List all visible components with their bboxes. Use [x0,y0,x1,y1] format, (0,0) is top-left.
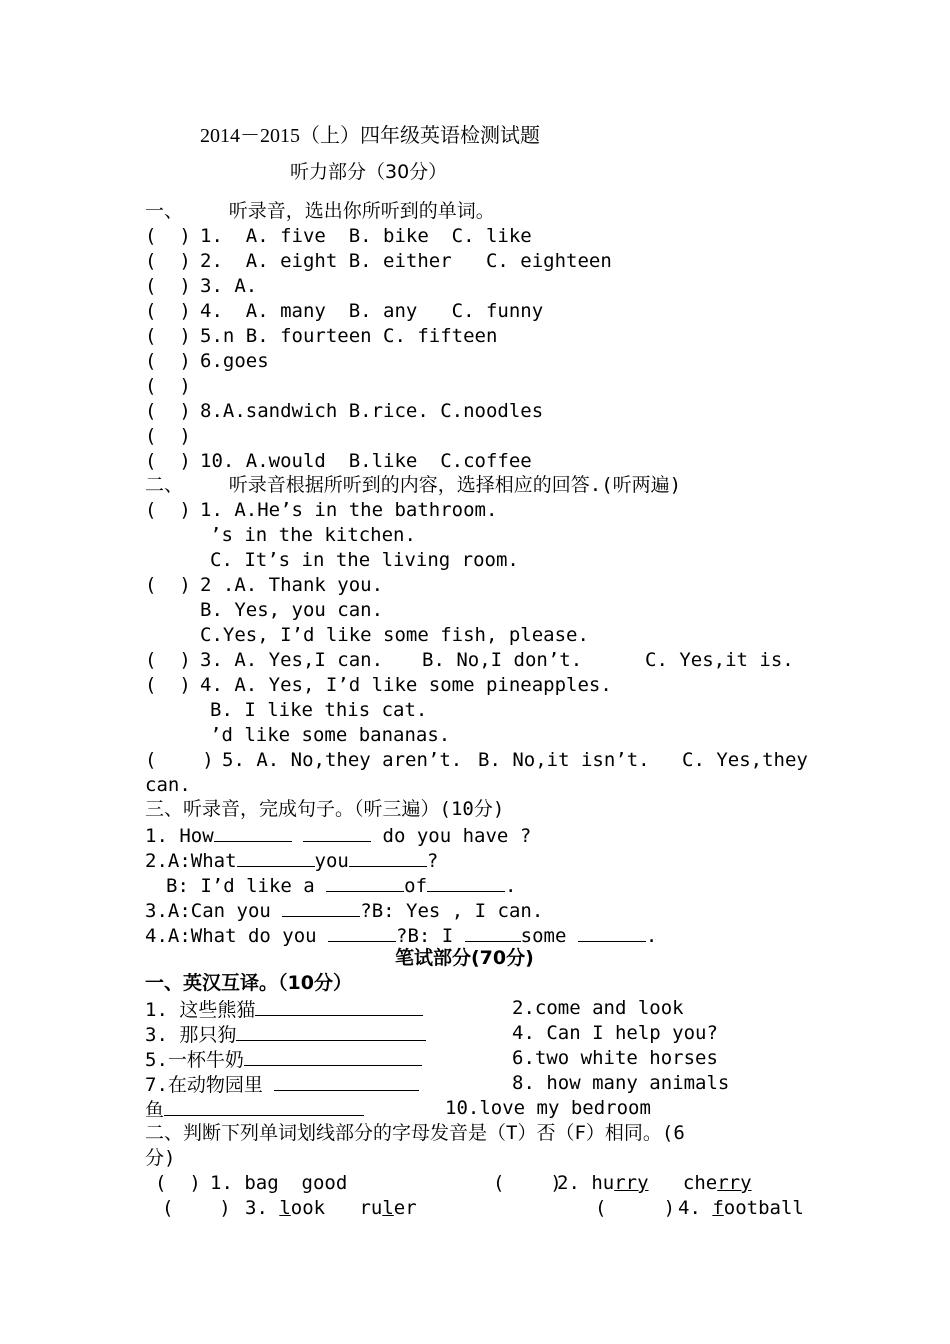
translate-prompt: 6.two white horses [512,1047,718,1069]
blank-line[interactable] [164,1096,364,1116]
answer-paren[interactable]: ( ) [145,350,191,372]
word-part: ru [359,1197,383,1219]
word-part: hu [591,1172,615,1194]
translate-prompt: 5.一杯牛奶 [145,1049,244,1071]
blank-line[interactable] [349,847,427,867]
question-text: 5.n B. fourteen C. fifteen [200,325,498,347]
answer-paren[interactable]: ( ) [145,649,191,671]
option-b: B. No,I don’t. [422,649,583,671]
blank-line[interactable] [326,872,404,892]
answer-paren[interactable]: ( ) [145,749,214,771]
blank-line[interactable] [578,922,646,942]
blank-line[interactable] [255,996,423,1016]
sentence-text: of [404,875,428,897]
option-a: 5. A. No,they aren’t. [222,749,463,771]
option-a: 1. A.He’s in the bathroom. [200,499,498,521]
word-part: che [682,1172,718,1194]
option-b: B. I like this cat. [210,699,428,721]
sentence-text: do you have ? [382,825,532,847]
word-gap [649,1172,683,1194]
translate-item [145,1096,364,1121]
answer-paren[interactable]: ( ) [145,375,191,397]
option-a: 4. A. Yes, I’d like some pineapples. [200,674,612,696]
answer-paren[interactable]: ( ) [145,400,191,422]
option-b: B. Yes, you can. [200,599,384,621]
underlined-letters: rry [717,1172,752,1194]
underlined-letters: f [712,1197,724,1219]
sentence-text: some [520,925,578,947]
answer-paren[interactable]: ( ) [155,1172,201,1194]
option-b: ’s in the kitchen. [210,524,416,546]
answer-paren[interactable]: ( ) [145,275,191,297]
word-part: ook [290,1197,326,1219]
sentence-text: 4.A:What do you [145,925,329,947]
translate-prompt: 鱼 [145,1099,165,1121]
answer-paren[interactable]: ( ) [595,1197,676,1219]
translate-prompt: 3. 那只狗 [145,1024,237,1046]
translate-prompt: 8. how many animals [512,1072,730,1094]
sentence-text: 1. How [145,825,214,847]
answer-paren[interactable]: ( ) [145,574,191,596]
question-text: 8.A.sandwich B.rice. C.noodles [200,400,544,422]
sentence-text: . [505,875,517,897]
answer-paren[interactable]: ( ) [493,1172,562,1194]
exam-title: 2014－2015（上）四年级英语检测试题 [200,125,540,147]
translate-item [145,1071,419,1096]
sentence-text: ? [426,850,439,872]
sentence-text: ?B: Yes , I can. [360,900,544,922]
option-c-wrap: can. [145,774,191,796]
listening-part1-heading: 一、 听录音，选出你所听到的单词。 [145,200,495,222]
answer-paren[interactable]: ( ) [145,674,191,696]
blank-line[interactable] [465,922,521,942]
item-number: 4. [678,1197,713,1219]
item-number: 3. [245,1197,280,1219]
listening-section-title: 听力部分（30分） [290,161,448,183]
item-number: 2. [557,1172,592,1194]
sentence-text: 2.A:What [145,850,237,872]
answer-paren[interactable]: ( ) [145,425,191,447]
fill-sentence-2b [166,872,517,897]
translate-prompt: 2.come and look [512,997,684,1019]
option-c: C.Yes, I’d like some fish, please. [200,624,589,646]
answer-paren[interactable]: ( ) [145,450,191,472]
option-c: ’d like some bananas. [210,724,451,746]
phonics-item: 1. bag good [210,1172,348,1194]
listening-part3-heading: 三、听录音，完成句子。（听三遍）(10分) [145,798,505,820]
answer-paren[interactable]: ( ) [145,300,191,322]
blank-line[interactable] [328,922,396,942]
written-section-title: 笔试部分(70分) [395,947,534,969]
option-a: 3. A. Yes,I can. [200,649,384,671]
translate-prompt: 10.love my bedroom [445,1097,651,1119]
underlined-letters: rry [614,1172,649,1194]
translate-item [145,1046,422,1071]
fill-sentence-2 [145,847,438,872]
written-part2-heading-wrap: 分) [145,1147,176,1169]
blank-line[interactable] [244,1046,422,1066]
fill-sentence-4 [145,922,657,947]
question-text: 2. A. eight B. either C. eighteen [200,250,612,272]
word-part: er [393,1197,417,1219]
sentence-text: B: I’d like a [166,875,327,897]
blank-line[interactable] [214,822,292,842]
listening-part2-heading: 二、 听录音根据所听到的内容，选择相应的回答.(听两遍) [145,474,682,496]
question-text: 1. A. five B. bike C. like [200,225,532,247]
translate-prompt: 1. 这些熊猫 [145,999,256,1021]
question-text: 3. A. [200,275,258,297]
sentence-text: ?B: I [396,925,465,947]
option-c: C. Yes,they [682,749,808,771]
option-a: 2 .A. Thank you. [200,574,384,596]
sentence-text: you [314,850,349,872]
translate-prompt: 7.在动物园里 [145,1074,275,1096]
phonics-item [245,1196,417,1221]
underlined-letters: l [382,1197,394,1219]
phonics-item [678,1196,804,1221]
blank-line[interactable] [427,872,505,892]
word-gap [325,1197,359,1219]
answer-paren[interactable]: ( ) [145,250,191,272]
written-part2-heading: 二、判断下列单词划线部分的字母发音是（T）否（F）相同。(6 [145,1122,685,1144]
answer-paren[interactable]: ( ) [145,499,191,521]
option-c: C. Yes,it is. [645,649,794,671]
translate-item [145,1021,426,1046]
sentence-text: . [645,925,658,947]
sentence-text: 3.A:Can you [145,900,283,922]
translate-prompt: 4. Can I help you? [512,1022,718,1044]
underlined-letters: l [279,1197,291,1219]
option-c: C. It’s in the living room. [210,549,519,571]
fill-sentence-1 [145,822,531,847]
answer-paren[interactable]: ( ) [162,1197,231,1219]
blank-line[interactable] [282,897,360,917]
word-part: ootball [723,1197,804,1219]
question-text: 6.goes [200,350,269,372]
written-part1-heading: 一、英汉互译。（10分） [145,972,352,994]
question-text: 10. A.would B.like C.coffee [200,450,532,472]
option-b: B. No,it isn’t. [478,749,650,771]
blank-line[interactable] [237,847,315,867]
blank-line[interactable] [274,1071,419,1091]
fill-sentence-3 [145,897,543,922]
blank-line[interactable] [236,1021,426,1041]
translate-item [145,996,423,1021]
question-text: 4. A. many B. any C. funny [200,300,544,322]
phonics-item [557,1171,752,1196]
answer-paren[interactable]: ( ) [145,325,191,347]
blank-line[interactable] [303,822,371,842]
answer-paren[interactable]: ( ) [145,225,191,247]
